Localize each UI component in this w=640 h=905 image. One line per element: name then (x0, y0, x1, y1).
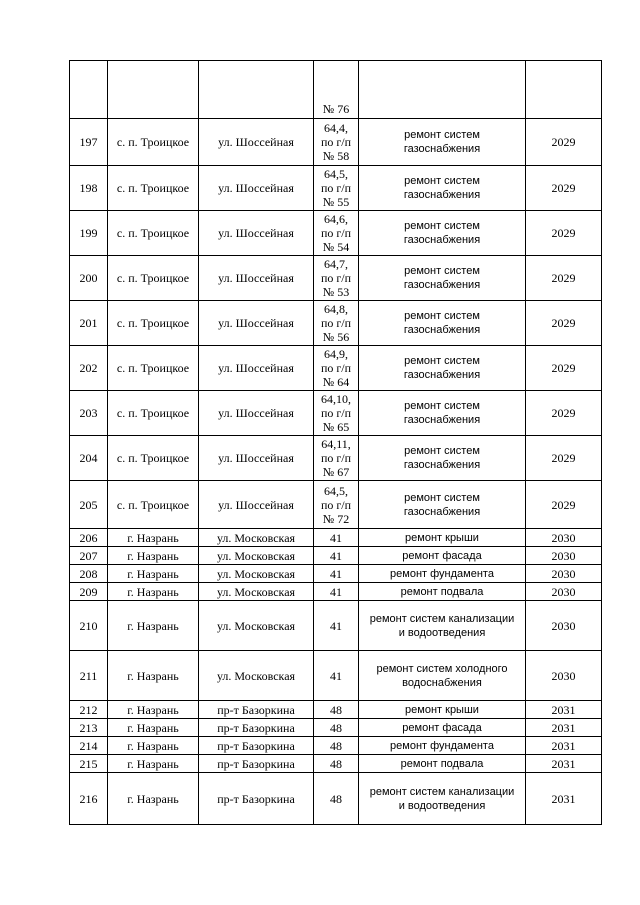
cell-street: ул. Московская (199, 601, 314, 651)
cell-settlement: с. п. Троицкое (108, 256, 199, 301)
cell-settlement: г. Назрань (108, 773, 199, 825)
table-row (70, 166, 602, 211)
cell-settlement: с. п. Троицкое (108, 436, 199, 481)
cell-street: пр-т Базоркина (199, 737, 314, 755)
cell-year: 2029 (526, 211, 602, 256)
cell-settlement: с. п. Троицкое (108, 166, 199, 211)
work-line: ремонт крыши (405, 531, 479, 544)
cell-work-type (359, 301, 526, 346)
cell-number: 206 (70, 529, 108, 547)
work-line: и водоотведения (398, 799, 486, 812)
house-line: 48 (330, 720, 342, 735)
cell-street: пр-т Базоркина (199, 719, 314, 737)
cell-number: 214 (70, 737, 108, 755)
cell-work-type (359, 601, 526, 651)
house-line: № 54 (322, 240, 350, 254)
cell-settlement: с. п. Троицкое (108, 391, 199, 436)
house-line: 41 (330, 584, 342, 599)
house-line: по г/п (320, 181, 352, 195)
cell-settlement: с. п. Троицкое (108, 211, 199, 256)
table-row (70, 529, 602, 547)
cell-street: ул. Московская (199, 565, 314, 583)
cell-house (314, 119, 359, 166)
work-line: ремонт систем (404, 265, 480, 277)
work-line: газоснабжения (403, 189, 481, 201)
table-row (70, 565, 602, 583)
house-line: 64,5, (324, 483, 348, 498)
cell-settlement: с. п. Троицкое (108, 481, 199, 529)
cell-year: 2030 (526, 529, 602, 547)
cell-street: пр-т Базоркина (199, 773, 314, 825)
house-line: № 56 (322, 330, 350, 344)
cell-work-type (359, 346, 526, 391)
cell-street: ул. Шоссейная (199, 211, 314, 256)
cell-work-type (359, 391, 526, 436)
work-line: ремонт фасада (402, 549, 482, 562)
house-line: 64,11, (321, 437, 351, 451)
cell-house (314, 583, 359, 601)
cell-house (314, 755, 359, 773)
house-line: 64,9, (324, 347, 348, 361)
cell-number: 207 (70, 547, 108, 565)
table-row (70, 391, 602, 436)
cell-work-type (359, 547, 526, 565)
cell-settlement (108, 61, 199, 119)
work-line: ремонт фундамента (390, 567, 494, 580)
table-row (70, 547, 602, 565)
house-line: 41 (330, 618, 342, 633)
work-line: газоснабжения (403, 459, 481, 471)
cell-year: 2030 (526, 583, 602, 601)
table-row-continuation (70, 61, 602, 119)
house-line: 41 (330, 668, 342, 683)
cell-settlement: г. Назрань (108, 755, 199, 773)
house-line: 64,6, (324, 212, 348, 226)
house-line: № 76 (322, 102, 350, 116)
cell-house (314, 346, 359, 391)
cell-year: 2029 (526, 256, 602, 301)
cell-house (314, 601, 359, 651)
house-line: 64,5, (324, 167, 348, 181)
table-row (70, 256, 602, 301)
cell-number: 204 (70, 436, 108, 481)
table-row (70, 701, 602, 719)
work-line: ремонт систем (404, 400, 480, 412)
house-line: № 53 (322, 285, 350, 299)
cell-street: пр-т Базоркина (199, 701, 314, 719)
cell-year: 2030 (526, 651, 602, 701)
cell-number: 197 (70, 119, 108, 166)
cell-settlement: г. Назрань (108, 529, 199, 547)
work-line: ремонт фасада (402, 721, 482, 734)
cell-work-type (359, 565, 526, 583)
work-line: ремонт систем (404, 491, 480, 504)
cell-work-type (359, 701, 526, 719)
repair-schedule-table (69, 60, 602, 825)
house-line: по г/п (320, 135, 352, 149)
cell-house (314, 547, 359, 565)
work-line: ремонт систем (404, 355, 480, 367)
cell-year: 2029 (526, 119, 602, 166)
table-row (70, 211, 602, 256)
cell-street: ул. Московская (199, 547, 314, 565)
work-line: ремонт систем канализации (369, 785, 515, 798)
cell-house (314, 256, 359, 301)
cell-year: 2031 (526, 737, 602, 755)
house-line: 41 (330, 566, 342, 581)
house-line: № 55 (322, 195, 350, 209)
work-line: газоснабжения (403, 143, 481, 155)
cell-year: 2031 (526, 773, 602, 825)
cell-work-type (359, 61, 526, 119)
house-line: 64,8, (324, 302, 348, 316)
work-line: ремонт систем (404, 175, 480, 187)
cell-number: 208 (70, 565, 108, 583)
cell-work-type (359, 651, 526, 701)
cell-number: 212 (70, 701, 108, 719)
cell-number: 209 (70, 583, 108, 601)
cell-number: 203 (70, 391, 108, 436)
cell-number: 198 (70, 166, 108, 211)
cell-settlement: г. Назрань (108, 719, 199, 737)
cell-work-type (359, 737, 526, 755)
table-row (70, 481, 602, 529)
table-row (70, 755, 602, 773)
cell-street: ул. Московская (199, 583, 314, 601)
cell-work-type (359, 773, 526, 825)
cell-settlement: г. Назрань (108, 601, 199, 651)
cell-settlement: г. Назрань (108, 583, 199, 601)
cell-street: ул. Московская (199, 529, 314, 547)
cell-year (526, 61, 602, 119)
work-line: газоснабжения (403, 505, 481, 518)
cell-number: 202 (70, 346, 108, 391)
work-line: ремонт систем (404, 220, 480, 232)
cell-work-type (359, 583, 526, 601)
cell-settlement: с. п. Троицкое (108, 119, 199, 166)
cell-number (70, 61, 108, 119)
house-line: 41 (330, 548, 342, 563)
table-row (70, 301, 602, 346)
cell-number: 200 (70, 256, 108, 301)
cell-work-type (359, 755, 526, 773)
cell-number: 205 (70, 481, 108, 529)
table-row (70, 719, 602, 737)
table-row (70, 583, 602, 601)
work-line: ремонт подвала (400, 757, 484, 770)
cell-year: 2031 (526, 719, 602, 737)
cell-number: 216 (70, 773, 108, 825)
work-line: ремонт фундамента (390, 739, 494, 752)
cell-work-type (359, 529, 526, 547)
cell-house (314, 436, 359, 481)
work-line: ремонт систем (404, 310, 480, 322)
house-line: 41 (330, 530, 342, 545)
cell-year: 2029 (526, 301, 602, 346)
house-line: 64,10, (321, 392, 351, 406)
house-line: по г/п (320, 226, 352, 240)
house-line: 48 (330, 791, 342, 806)
cell-year: 2029 (526, 436, 602, 481)
cell-street: ул. Шоссейная (199, 301, 314, 346)
cell-settlement: г. Назрань (108, 565, 199, 583)
house-line: по г/п (320, 316, 352, 330)
house-line: по г/п (320, 361, 352, 375)
house-line: по г/п (320, 451, 352, 465)
house-line: № 65 (322, 420, 350, 434)
cell-house (314, 481, 359, 529)
work-line: ремонт подвала (400, 585, 484, 598)
cell-year: 2030 (526, 565, 602, 583)
cell-number: 210 (70, 601, 108, 651)
cell-settlement: г. Назрань (108, 547, 199, 565)
cell-house (314, 391, 359, 436)
house-line: 48 (330, 738, 342, 753)
cell-house (314, 166, 359, 211)
table-row (70, 651, 602, 701)
cell-house (314, 773, 359, 825)
cell-work-type (359, 481, 526, 529)
table-row (70, 737, 602, 755)
cell-street: ул. Шоссейная (199, 436, 314, 481)
table-row (70, 436, 602, 481)
cell-house (314, 737, 359, 755)
cell-year: 2029 (526, 481, 602, 529)
work-line: ремонт систем канализации (369, 612, 515, 625)
cell-work-type (359, 166, 526, 211)
work-line: ремонт систем холодного (376, 662, 508, 675)
cell-work-type (359, 119, 526, 166)
house-line: по г/п (320, 497, 352, 512)
house-line: по г/п (320, 406, 352, 420)
cell-settlement: с. п. Троицкое (108, 346, 199, 391)
house-line: по г/п (320, 271, 352, 285)
work-line: газоснабжения (403, 414, 481, 426)
table-row (70, 346, 602, 391)
cell-house (314, 701, 359, 719)
table-row (70, 773, 602, 825)
cell-number: 215 (70, 755, 108, 773)
work-line: газоснабжения (403, 279, 481, 291)
cell-house (314, 301, 359, 346)
cell-house (314, 719, 359, 737)
cell-year: 2031 (526, 701, 602, 719)
cell-house (314, 61, 359, 119)
cell-work-type (359, 256, 526, 301)
table-row (70, 601, 602, 651)
cell-year: 2029 (526, 166, 602, 211)
work-line: газоснабжения (403, 234, 481, 246)
house-line: № 67 (322, 465, 350, 479)
cell-year: 2030 (526, 601, 602, 651)
cell-street: ул. Шоссейная (199, 346, 314, 391)
cell-year: 2031 (526, 755, 602, 773)
cell-year: 2029 (526, 391, 602, 436)
cell-settlement: г. Назрань (108, 701, 199, 719)
house-line: № 58 (322, 149, 350, 163)
cell-street: ул. Шоссейная (199, 166, 314, 211)
cell-house (314, 651, 359, 701)
cell-year: 2030 (526, 547, 602, 565)
cell-number: 201 (70, 301, 108, 346)
cell-work-type (359, 211, 526, 256)
cell-street: ул. Шоссейная (199, 481, 314, 529)
cell-work-type (359, 436, 526, 481)
cell-year: 2029 (526, 346, 602, 391)
work-line: и водоотведения (398, 626, 486, 639)
cell-street: ул. Шоссейная (199, 391, 314, 436)
house-line: 48 (330, 756, 342, 771)
cell-street: ул. Шоссейная (199, 119, 314, 166)
table-row (70, 119, 602, 166)
work-line: ремонт крыши (405, 703, 479, 716)
cell-street: ул. Шоссейная (199, 256, 314, 301)
cell-number: 199 (70, 211, 108, 256)
work-line: ремонт систем (404, 129, 480, 141)
cell-work-type (359, 719, 526, 737)
cell-number: 213 (70, 719, 108, 737)
work-line: газоснабжения (403, 369, 481, 381)
cell-number: 211 (70, 651, 108, 701)
cell-street: ул. Московская (199, 651, 314, 701)
work-line: газоснабжения (403, 324, 481, 336)
cell-house (314, 211, 359, 256)
cell-settlement: г. Назрань (108, 737, 199, 755)
house-line: 48 (330, 702, 342, 717)
cell-settlement: г. Назрань (108, 651, 199, 701)
house-line: 64,4, (324, 121, 348, 135)
table-body (70, 61, 602, 825)
cell-street: пр-т Базоркина (199, 755, 314, 773)
house-line: № 72 (322, 511, 350, 526)
cell-house (314, 529, 359, 547)
house-line: № 64 (322, 375, 350, 389)
work-line: ремонт систем (404, 445, 480, 457)
cell-house (314, 565, 359, 583)
cell-street (199, 61, 314, 119)
cell-settlement: с. п. Троицкое (108, 301, 199, 346)
house-line: 64,7, (324, 257, 348, 271)
work-line: водоснабжения (402, 676, 482, 689)
